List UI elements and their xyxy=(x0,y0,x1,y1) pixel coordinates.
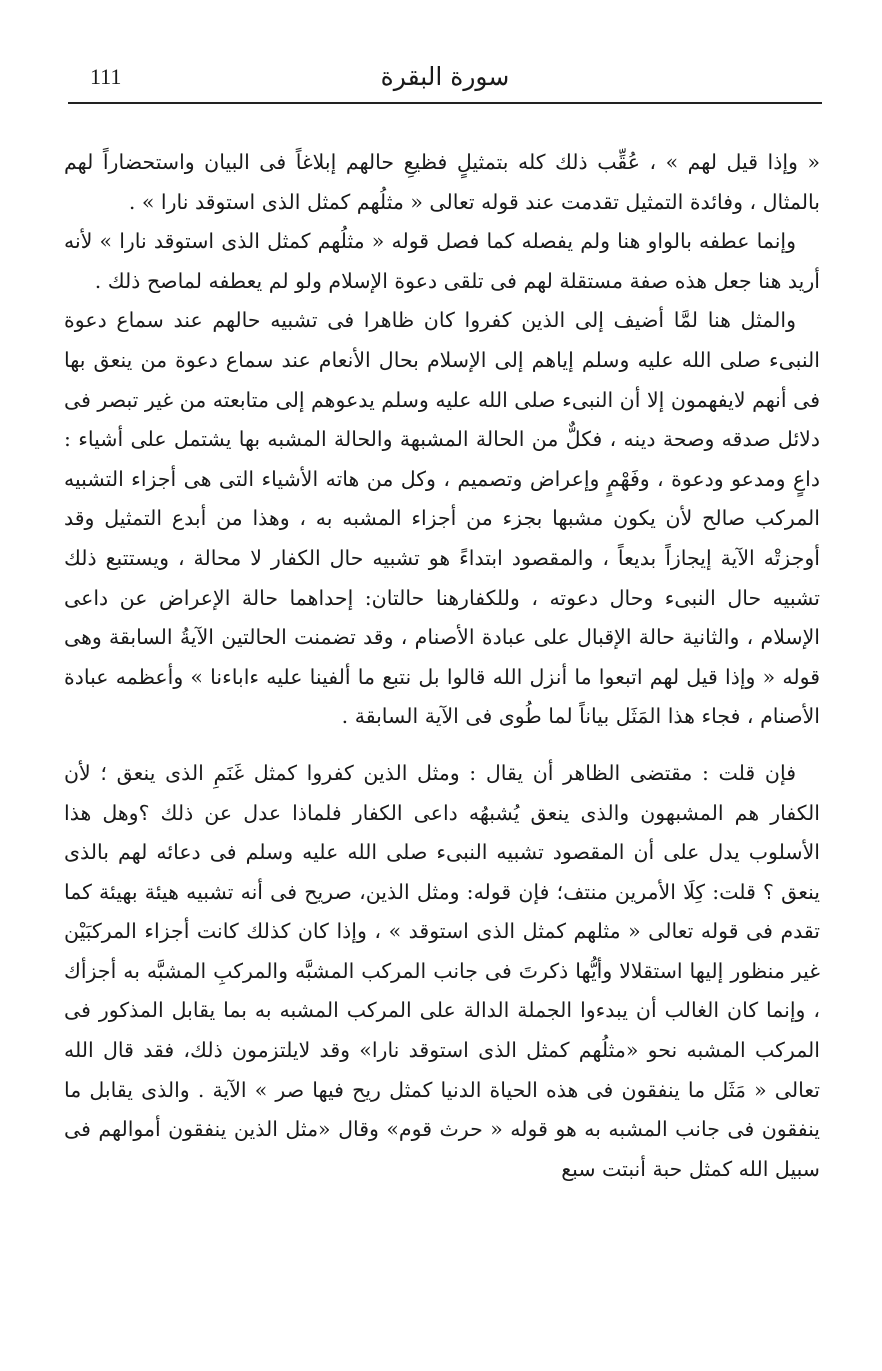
surah-title: سورة البقرة xyxy=(380,62,510,91)
paragraph: « وإذا قيل لهم » ، عُقِّب ذلك كله بتمثيلٍ فظيعِ حالهم إبلاغاً فى البيان واستحضاراً لهم بالمثال ، وفائدة التمثيل تقدمت عند قوله تعالى « مثلُهم كمثل الذى استوقد نارا » . xyxy=(64,150,820,214)
page-body xyxy=(64,143,820,1189)
page-number: 111 xyxy=(90,64,122,89)
paragraph: فإن قلت : مقتضى الظاهر أن يقال : ومثل الذين كفروا كمثل غَنَمِ الذى ينعق ؛ لأن الكفار هم المشبهون والذى ينعق يُشبهُه داعى الكفار فلماذا عدل عن ذلك ؟وهل هذا الأسلوب يدل على أن المقصود تشبيه النبىء صلى الله عليه وسلم فى دعائه لهم بالذى ينعق ؟ قلت: كِلَا الأمرين منتف؛ فإن قوله: ومثل الذين، صريح فى أنه تشبيه هيئة بهيئة كما تقدم فى قوله تعالى « مثلهم كمثل الذى استوقد » ، وإذا كان كذلك كانت أجزاء المركبَيْن غير منظور إليها استقلالا وأيُّها ذكرتَ فى جانب المركب المشبَّه والمركبِ المشبَّه به أجزأك ، وإنما كان الغالب أن يبدءوا الجملة الدالة على المركب المشبه به بما يقابل المذكور فى المركب المشبه نحو «مثلُهم كمثل الذى استوقد نارا» وقد لايلتزمون ذلك، فقد قال الله تعالى « مَثَل ما ينفقون فى هذه الحياة الدنيا كمثل ريح فيها صر » الآية . والذى يقابل ما ينفقون فى جانب المشبه به هو قوله « حرث قوم» وقال «مثل الذين ينفقون أموالهم فى سبيل الله كمثل حبة أنبتت سبع xyxy=(64,760,820,1181)
paragraph: وإنما عطفه بالواو هنا ولم يفصله كما فصل قوله « مثلُهم كمثل الذى استوقد نارا » لأنه أريد هنا جعل هذه صفة مستقلة لهم فى تلقى دعوة الإسلام ولو لم يعطفه لماصح ذلك . xyxy=(64,229,820,293)
page-header xyxy=(68,58,822,104)
paragraph: والمثل هنا لمَّا أضيف إلى الذين كفروا كان ظاهرا فى تشبيه حالهم عند سماع دعوة النبىء صلى الله عليه وسلم إياهم إلى الإسلام بحال الأنعام عند سماع دعوة من ينعق بها فى أنهم لايفهمون إلا أن النبىء صلى الله عليه وسلم يدعوهم إلى متابعته من غير تبصر فى دلائل صدقه وصحة دينه ، فكلٌّ من الحالة المشبهة والحالة المشبه بها يشتمل على أشياء : داعٍ ومدعو ودعوة ، وفَهْمٍ وإعراض وتصميم ، وكل من هاته الأشياء التى هى أجزاء التشبيه المركب صالح لأن يكون مشبها بجزء من أجزاء المشبه به ، وهذا من أبدع التمثيل وقد أوجزتْه الآية إيجازاً بديعاً ، والمقصود ابتداءً هو تشبيه حال الكفار لا محالة ، ويستتبع ذلك تشبيه حال النبىء وحال دعوته ، وللكفارهنا حالتان: إحداهما حالة الإعراض عن داعى الإسلام ، والثانية حالة الإقبال على عبادة الأصنام ، وقد تضمنت الحالتين الآيةُ السابقة وهى قوله « وإذا قيل لهم اتبعوا ما أنزل الله قالوا بل نتبع ما ألفينا عليه ءاباءنا » وأعظمه عبادة الأصنام ، فجاء هذا المَثَل بياناً لما طُوى فى الآية السابقة . xyxy=(64,308,820,729)
